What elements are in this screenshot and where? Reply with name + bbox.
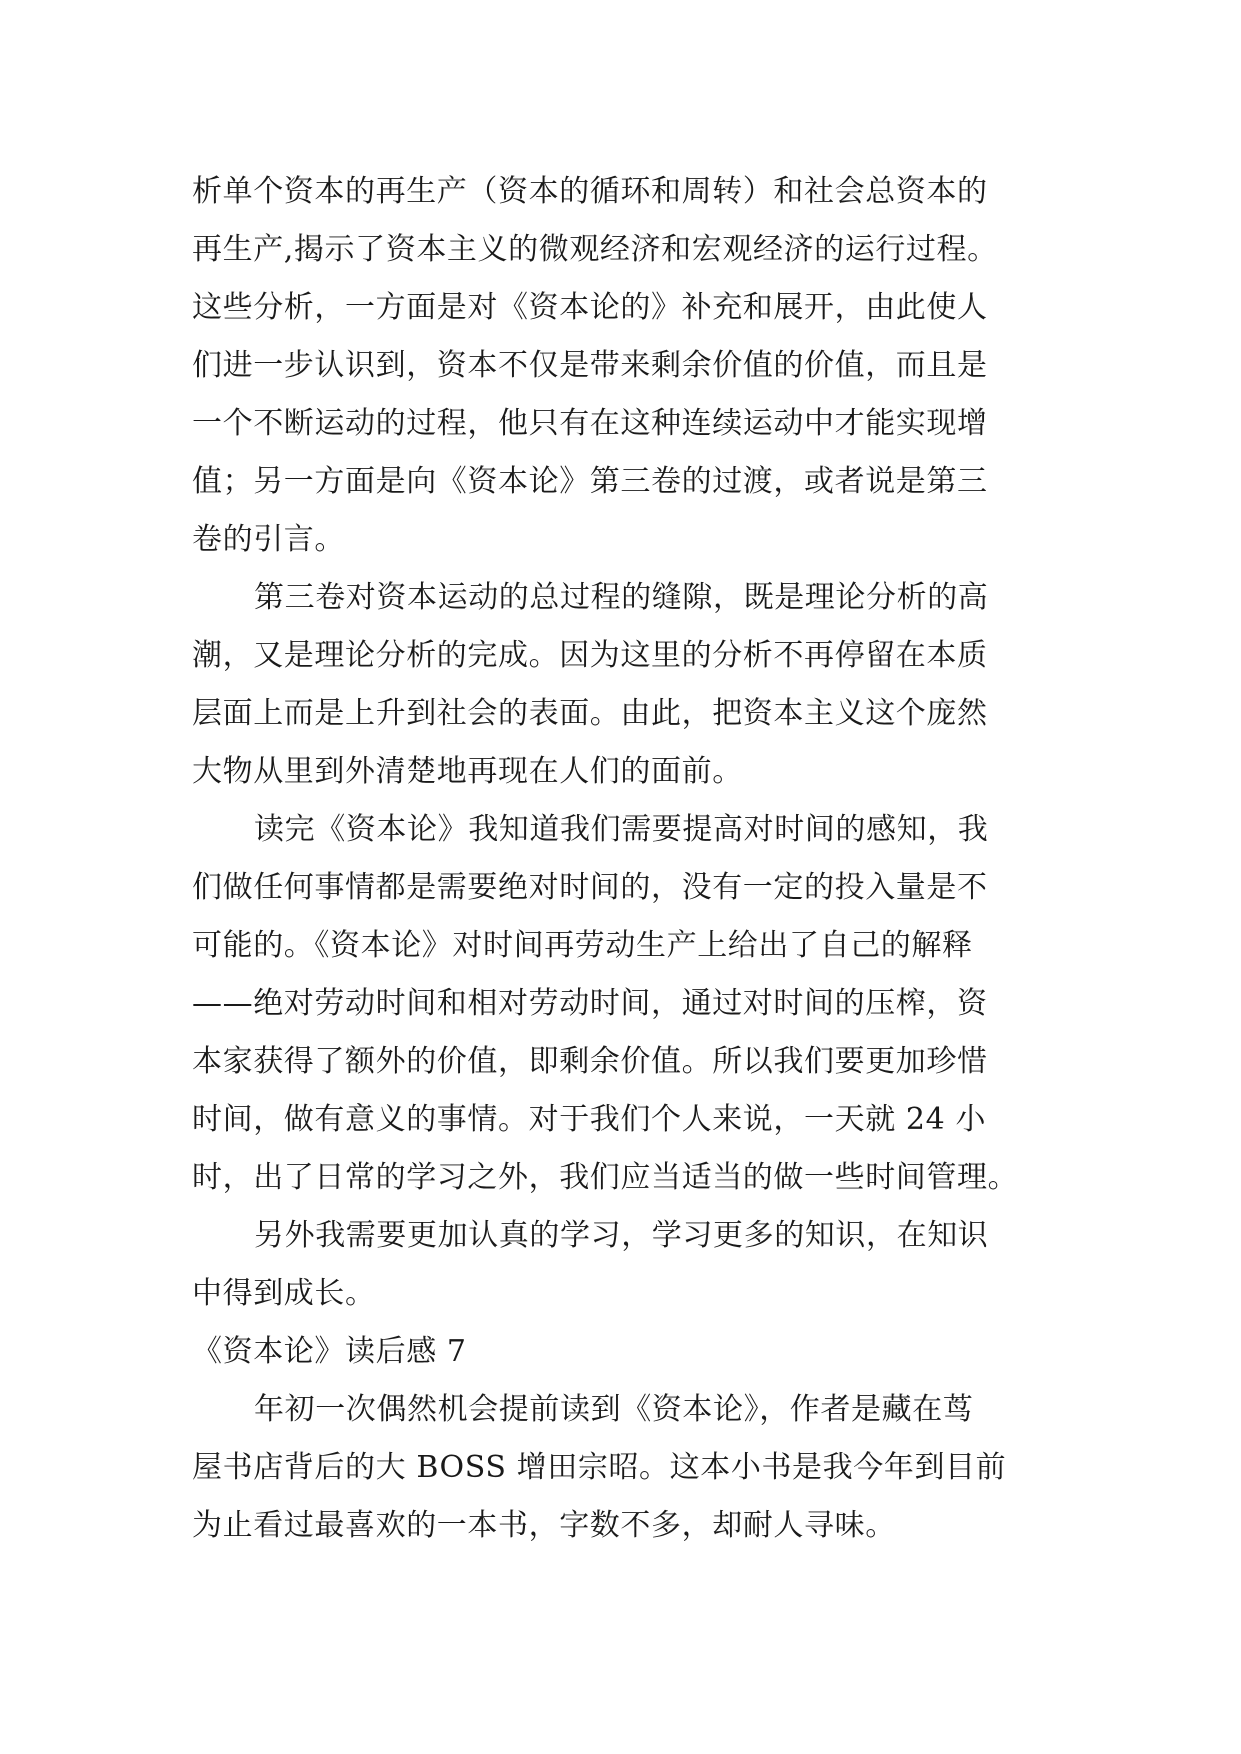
paragraph xyxy=(192,163,1072,569)
text-line: 另外我需要更加认真的学习，学习更多的知识，在知识 xyxy=(254,1218,989,1253)
text-line: 第三卷对资本运动的总过程的缝隙，既是理论分析的高 xyxy=(254,580,989,615)
text-line: 屋书店背后的大 BOSS 增田宗昭。这本小书是我今年到目前 xyxy=(192,1450,1007,1485)
text-line: 卷的引言。 xyxy=(192,522,345,557)
text-line: 这些分析，一方面是对《资本论的》补充和展开，由此使人 xyxy=(192,290,988,325)
document-page xyxy=(192,163,1072,1555)
text-line: 层面上而是上升到社会的表面。由此，把资本主义这个庞然 xyxy=(192,696,988,731)
text-line: 再生产,揭示了资本主义的微观经济和宏观经济的运行过程。 xyxy=(192,232,998,267)
text-line: 本家获得了额外的价值，即剩余价值。所以我们要更加珍惜 xyxy=(192,1044,988,1079)
text-line: 时，出了日常的学习之外，我们应当适当的做一些时间管理。 xyxy=(192,1160,1019,1195)
paragraph xyxy=(192,801,1072,1207)
paragraph xyxy=(192,569,1072,801)
text-line: 读完《资本论》我知道我们需要提高对时间的感知，我 xyxy=(254,812,989,847)
text-line: 中得到成长。 xyxy=(192,1276,376,1311)
text-line: ——绝对劳动时间和相对劳动时间，通过对时间的压榨，资 xyxy=(192,986,988,1021)
text-line: 年初一次偶然机会提前读到《资本论》，作者是藏在茑 xyxy=(254,1392,974,1427)
text-line: 们做任何事情都是需要绝对时间的，没有一定的投入量是不 xyxy=(192,870,988,905)
text-line: 大物从里到外清楚地再现在人们的面前。 xyxy=(192,754,743,789)
text-line: 潮，又是理论分析的完成。因为这里的分析不再停留在本质 xyxy=(192,638,988,673)
text-line: 可能的。《资本论》对时间再劳动生产上给出了自己的解释 xyxy=(192,928,973,963)
text-line: 为止看过最喜欢的一本书，字数不多，却耐人寻味。 xyxy=(192,1508,896,1543)
text-line: 析单个资本的再生产（资本的循环和周转）和社会总资本的 xyxy=(192,174,988,209)
heading-line: 《资本论》读后感 7 xyxy=(192,1334,467,1369)
paragraph xyxy=(192,1381,1072,1555)
text-line: 们进一步认识到，资本不仅是带来剩余价值的价值，而且是 xyxy=(192,348,988,383)
section-heading xyxy=(192,1323,1072,1381)
text-line: 一个不断运动的过程，他只有在这种连续运动中才能实现增 xyxy=(192,406,988,441)
text-line: 值；另一方面是向《资本论》第三卷的过渡，或者说是第三 xyxy=(192,464,988,499)
paragraph xyxy=(192,1207,1072,1323)
text-line: 时间，做有意义的事情。对于我们个人来说，一天就 24 小 xyxy=(192,1102,987,1137)
